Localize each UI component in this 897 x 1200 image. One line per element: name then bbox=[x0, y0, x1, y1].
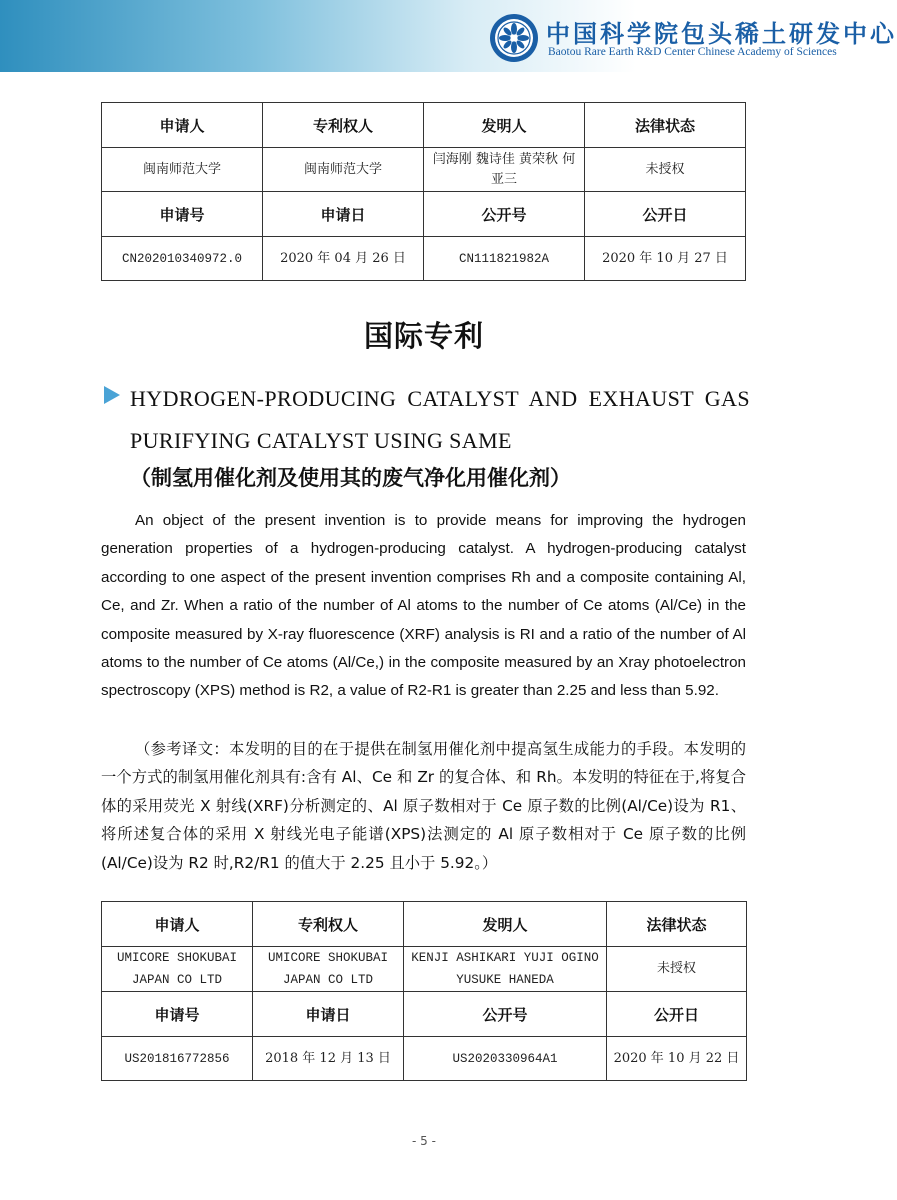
inventor-value: 闫海刚 魏诗佳 黄荣秋 何亚三 bbox=[424, 148, 585, 192]
abstract-en: An object of the present invention is to provide means for improving the hydrogen generation properties of a hydrogen-producing catalyst. A hydrogen-producing catalyst according to one aspect of the present invention comprises Rh and a composite containing Al, Ce, and Zr. When a ratio of the number of Al atoms to the number of Ce atoms (Al/Ce) in the composite measured by X-ray fluorescence (XRF) analysis is RI and a ratio of the number of Al atoms to the number of Ce atoms (Al/Ce,) in the composite measured by an Xray photoelectron spectroscopy (XPS) method is R2, a value of R2-R1 is greater than 2.25 and less than 5.92. bbox=[101, 512, 746, 700]
publication-date-value: 2020 年 10 月 22 日 bbox=[607, 1037, 747, 1081]
patentee-value: 闽南师范大学 bbox=[263, 148, 424, 192]
org-name-cn: 中国科学院包头稀土研发中心 bbox=[546, 19, 897, 48]
header-legal-status: 法律状态 bbox=[585, 103, 746, 148]
header-applicant: 申请人 bbox=[102, 902, 253, 947]
table-row bbox=[102, 902, 747, 947]
header-legal-status: 法律状态 bbox=[607, 902, 747, 947]
header-patentee: 专利权人 bbox=[253, 902, 404, 947]
patent-info-table-1 bbox=[101, 102, 746, 281]
header-inventor: 发明人 bbox=[424, 103, 585, 148]
header-publication-date: 公开日 bbox=[607, 992, 747, 1037]
publication-no-value: US2020330964A1 bbox=[404, 1037, 607, 1081]
table-row bbox=[102, 148, 746, 192]
abstract-translation-cn: （参考译文：本发明的目的在于提供在制氢用催化剂中提高氢生成能力的手段。本发明的一个方式的制氢用催化剂具有:含有 Al、Ce 和 Zr 的复合体、和 Rh。本发明的特征在于,将复合体的采用荧光 X 射线(XRF)分析测定的、Al 原子数相对于 Ce 原子数的比例(Al/Ce)设为 R1、将所述复合体的采用 X 射线光电子能谱(XPS)法测定的 Al 原子数相对于 Ce 原子数的比例(Al/Ce)设为 R2 时,R2/R1 的值大于 2.25 且小于 5.92。） bbox=[101, 740, 746, 872]
header-application-date: 申请日 bbox=[263, 192, 424, 237]
applicant-value: UMICORE SHOKUBAI JAPAN CO LTD bbox=[102, 947, 253, 992]
header-inventor: 发明人 bbox=[404, 902, 607, 947]
inventor-value: KENJI ASHIKARI YUJI OGINO YUSUKE HANEDA bbox=[404, 947, 607, 992]
table-row bbox=[102, 947, 747, 992]
patent-title-en: HYDROGEN-PRODUCING CATALYST AND EXHAUST GAS PURIFYING CATALYST USING SAME bbox=[130, 386, 750, 453]
header-applicant: 申请人 bbox=[102, 103, 263, 148]
triangle-arrow-icon bbox=[104, 386, 120, 404]
application-no-value: US201816772856 bbox=[102, 1037, 253, 1081]
applicant-value: 闽南师范大学 bbox=[102, 148, 263, 192]
patentee-value: UMICORE SHOKUBAI JAPAN CO LTD bbox=[253, 947, 404, 992]
patent-info-table-2 bbox=[101, 901, 747, 1081]
patent-title-cn: （制氢用催化剂及使用其的废气净化用催化剂） bbox=[130, 466, 571, 490]
header-publication-no: 公开号 bbox=[424, 192, 585, 237]
application-date-value: 2020 年 04 月 26 日 bbox=[263, 237, 424, 281]
legal-status-value: 未授权 bbox=[607, 947, 747, 992]
publication-date-value: 2020 年 10 月 27 日 bbox=[585, 237, 746, 281]
legal-status-value: 未授权 bbox=[585, 148, 746, 192]
org-name-en: Baotou Rare Earth R&D Center Chinese Academy of Sciences bbox=[548, 46, 837, 58]
header-application-no: 申请号 bbox=[102, 992, 253, 1037]
table-row bbox=[102, 237, 746, 281]
section-title: 国际专利 bbox=[363, 319, 484, 353]
table-row bbox=[102, 103, 746, 148]
header-publication-date: 公开日 bbox=[585, 192, 746, 237]
table-row bbox=[102, 192, 746, 237]
header-publication-no: 公开号 bbox=[404, 992, 607, 1037]
header-application-date: 申请日 bbox=[253, 992, 404, 1037]
application-no-value: CN202010340972.0 bbox=[102, 237, 263, 281]
table-row bbox=[102, 992, 747, 1037]
page-number: - 5 - bbox=[412, 1134, 436, 1148]
publication-no-value: CN111821982A bbox=[424, 237, 585, 281]
application-date-value: 2018 年 12 月 13 日 bbox=[253, 1037, 404, 1081]
header-application-no: 申请号 bbox=[102, 192, 263, 237]
cas-logo-icon bbox=[488, 12, 540, 64]
table-row bbox=[102, 1037, 747, 1081]
header-patentee: 专利权人 bbox=[263, 103, 424, 148]
